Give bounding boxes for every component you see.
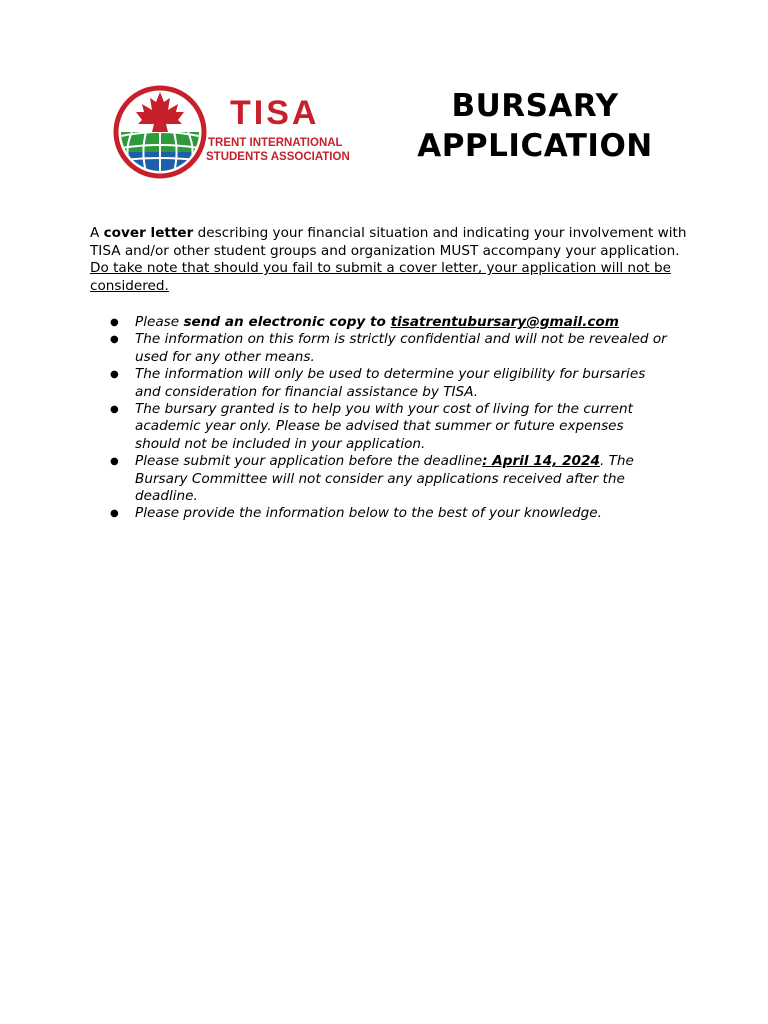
list-item: [108, 314, 668, 331]
email-link[interactable]: tisatrentubursary@gmail.com: [390, 314, 619, 330]
instructions-list: [108, 314, 668, 523]
logo-name-line1: TRENT INTERNATIONAL: [208, 137, 343, 149]
intro-text-start: A: [90, 225, 104, 241]
title-line1: BURSARY: [451, 88, 619, 124]
intro-text-middle: describing your financial situation and indicating your involvement with TISA and/or other student groups and organization MUST accompany your application.: [90, 225, 687, 259]
tisa-logo: [112, 80, 370, 184]
intro-underlined-warning: Do take note that should you fail to submit a cover letter, your application will not be considered.: [90, 260, 672, 294]
bullet5-pre: Please submit your application before the deadline: [135, 453, 483, 470]
logo-acronym: TISA: [230, 94, 320, 132]
deadline-date: : April 14, 2024: [482, 453, 600, 470]
list-item: ● Please provide the information below to the best of your knowledge.: [108, 505, 668, 522]
maple-leaf-globe-icon: [112, 80, 208, 184]
intro-bold-cover-letter: cover letter: [103, 225, 194, 241]
intro-paragraph: [90, 225, 690, 295]
list-item: ● The bursary granted is to help you with your cost of living for the current academic year only. Please be advised that summer or future expenses should not be included in your application.: [108, 401, 668, 453]
bullet5-post: . The Bursary Committee will not consider any applications received after the deadline.: [135, 453, 634, 505]
page-title: [400, 86, 670, 166]
title-line2: APPLICATION: [417, 128, 653, 164]
list-item: [108, 453, 668, 505]
bullet1-bold: send an electronic copy to: [183, 314, 391, 330]
bullet1-pre: Please: [135, 314, 184, 330]
logo-name-line2: STUDENTS ASSOCIATION: [206, 151, 350, 163]
list-item: ● The information on this form is strictly confidential and will not be revealed or used for any other means.: [108, 331, 668, 366]
list-item: ● The information will only be used to determine your eligibility for bursaries and consideration for financial assistance by TISA.: [108, 366, 668, 401]
